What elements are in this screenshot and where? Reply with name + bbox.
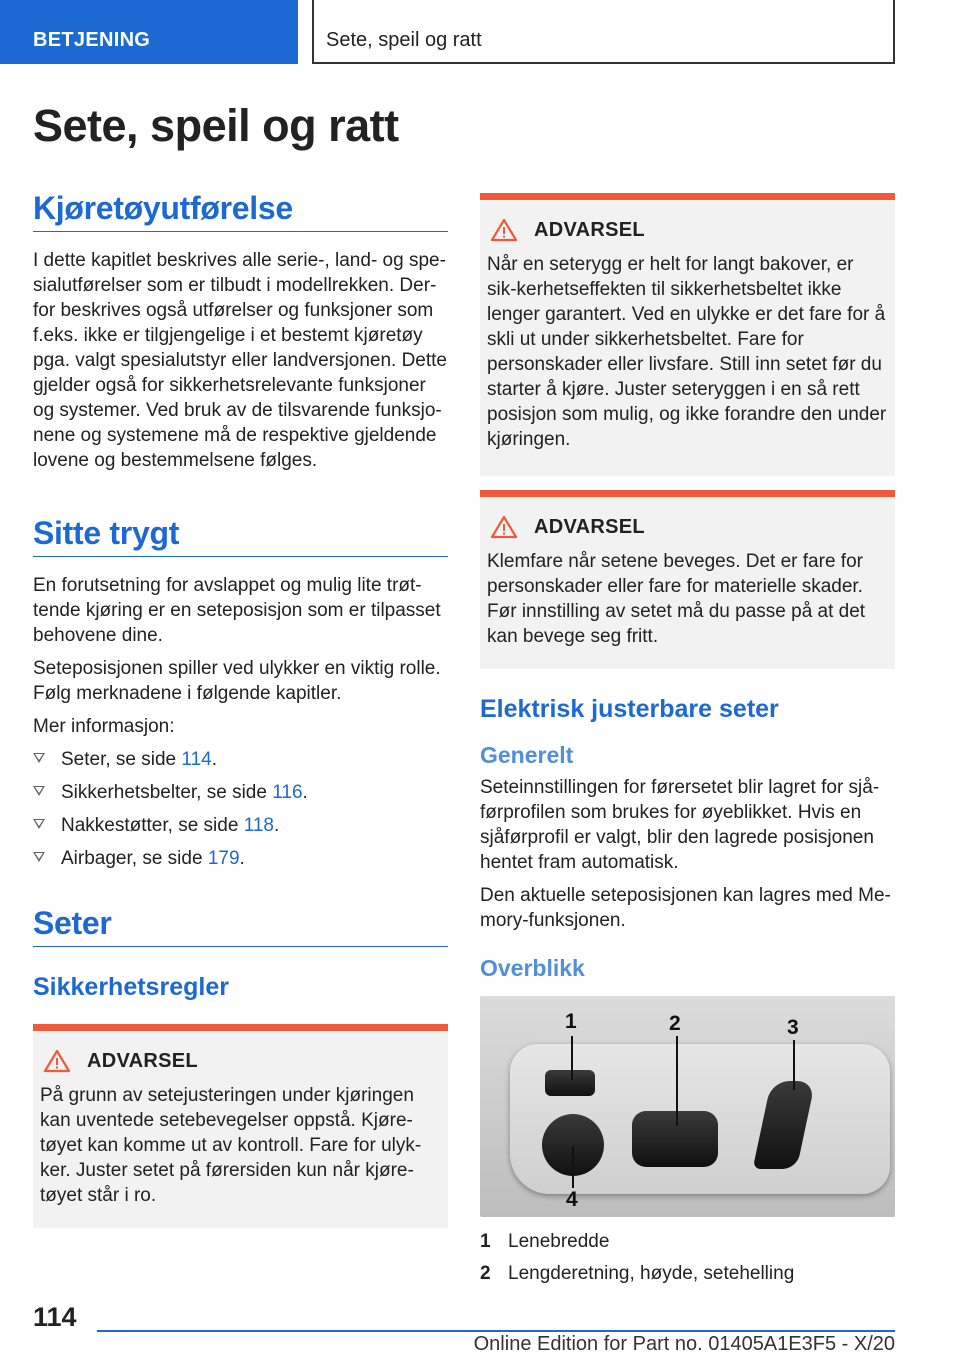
page-link-118[interactable]: 118 (243, 815, 274, 836)
legend-number: 1 (480, 1231, 491, 1252)
callout-2: 2 (669, 1012, 681, 1035)
heading-sit-safely: Sitte trygt (33, 515, 448, 557)
callout-leader-2 (676, 1036, 678, 1126)
callout-leader-1 (571, 1036, 573, 1080)
legend-label: Lenebredde (508, 1231, 610, 1252)
header-chapter-title: Sete, speil og ratt (312, 0, 895, 64)
warning-text: Når en seterygg er helt for langt bakover, er sik-kerhetseffekten til sikkerhetsbeltet ikke lenger garantert. Ved en ulykke er det fare for å skli ut under sikkerhetsbeltet. Fare for personskader eller livsfare. Still inn setet før du starter å kjøre. Juster seteryggen i en så rett posisjon som mulig, og ikke forandre den under kjøringen. (487, 254, 887, 450)
heading-general: Generelt (480, 742, 574, 768)
warning-title: ADVARSEL (534, 218, 645, 241)
left-column (33, 190, 448, 1228)
page-link-114[interactable]: 114 (181, 749, 212, 770)
reference-item-belts: Sikkerhetsbelter, se side 116. (33, 780, 448, 805)
heading-vehicle-variant: Kjøretøyutførelse (33, 190, 448, 232)
page-link-179[interactable]: 179 (207, 848, 240, 869)
heading-seats: Seter (33, 905, 448, 947)
callout-leader-3 (793, 1040, 795, 1090)
warning-triangle-icon (43, 1049, 71, 1073)
triangle-bullet-icon (33, 852, 45, 862)
lumbar-width-switch (545, 1070, 595, 1096)
seat-position-switch (632, 1111, 718, 1167)
photo-legend (480, 1229, 895, 1286)
footer-rule (97, 1330, 895, 1332)
seat-controls-photo (480, 996, 895, 1217)
reference-list (33, 747, 448, 871)
reference-item-seats: Seter, se side 114. (33, 747, 448, 772)
warning-text: På grunn av setejusteringen under kjøringen kan uventede setebevegelser oppstå. Kjøre-tøyet kan komme ut av kontroll. Fare for ulyk-ker. Juster setet på førersiden kun når kjøre-tøyet står i ro. (40, 1085, 422, 1206)
callout-leader-4 (572, 1146, 574, 1188)
legend-label: Lengderetning, høyde, setehelling (508, 1263, 795, 1284)
warning-box-pinch (480, 490, 895, 669)
legend-number: 2 (480, 1263, 491, 1284)
warning-box-backrest (480, 193, 895, 476)
sit-safely-paragraph-2: Seteposisjonen spiller ved ulykker en viktig rolle. Følg merknadene i følgende kapitler. (33, 658, 441, 704)
page-title: Sete, speil og ratt (33, 100, 399, 151)
heading-overview: Overblikk (480, 955, 585, 981)
page-link-116[interactable]: 116 (272, 782, 303, 803)
header-section-tab: BETJENING (0, 0, 298, 64)
warning-text: Klemfare når setene beveges. Det er fare for personskader eller fare for materielle skader. Før innstilling av setet må du passe på at det kan bevege seg fritt. (487, 551, 866, 647)
page-number: 114 (33, 1302, 77, 1332)
reference-item-airbags: Airbager, se side 179. (33, 846, 448, 871)
warning-box-seat-adjust (33, 1024, 448, 1228)
warning-header (487, 515, 887, 539)
warning-header (40, 1049, 440, 1073)
general-paragraph-2: Den aktuelle seteposisjonen kan lagres med Me-mory-funksjonen. (480, 885, 891, 931)
triangle-bullet-icon (33, 753, 45, 763)
callout-4: 4 (566, 1188, 578, 1211)
right-column (480, 193, 895, 1293)
triangle-bullet-icon (33, 819, 45, 829)
footer-edition: Online Edition for Part no. 01405A1E3F5 - X/20 (473, 1333, 895, 1355)
general-paragraph-1: Seteinnstillingen for førersetet blir lagret for sjå-førprofilen som brukes for øyeblikket. Hvis en sjåførprofil er valgt, blir den lagrede posisjonen hentet fram automatisk. (480, 777, 880, 873)
callout-3: 3 (787, 1016, 799, 1039)
reference-item-headrests: Nakkestøtter, se side 118. (33, 813, 448, 838)
heading-safety-rules: Sikkerhetsregler (33, 973, 229, 1001)
more-info-label: Mer informasjon: (33, 716, 175, 737)
warning-triangle-icon (490, 515, 518, 539)
legend-item (480, 1229, 895, 1254)
warning-header (487, 218, 887, 242)
warning-triangle-icon (490, 218, 518, 242)
variant-paragraph: I dette kapitlet beskrives alle serie-, land- og spe-sialutførelser som er tilbudt i modellrekken. Der-for beskrives også utførelser og funksjoner som f.eks. ikke er tilgjengelige i et bestemt kjøretøy pga. valgt spesialutstyr eller landversjonen. Dette gjelder også for sikkerhetsrelevante funksjoner og systemer. Ved bruk av de tilsvarende funksjo-nene og systemene må de respektive gjeldende lovene og bestemmelsene følges. (33, 250, 448, 471)
sit-safely-paragraph-1: En forutsetning for avslappet og mulig lite trøt-tende kjøring er en seteposisjon som er tilpasset behovene dine. (33, 575, 441, 646)
heading-electric-seats: Elektrisk justerbare seter (480, 695, 779, 723)
warning-title: ADVARSEL (87, 1049, 198, 1072)
triangle-bullet-icon (33, 786, 45, 796)
warning-title: ADVARSEL (534, 515, 645, 538)
callout-1: 1 (565, 1010, 577, 1033)
legend-item (480, 1261, 895, 1286)
